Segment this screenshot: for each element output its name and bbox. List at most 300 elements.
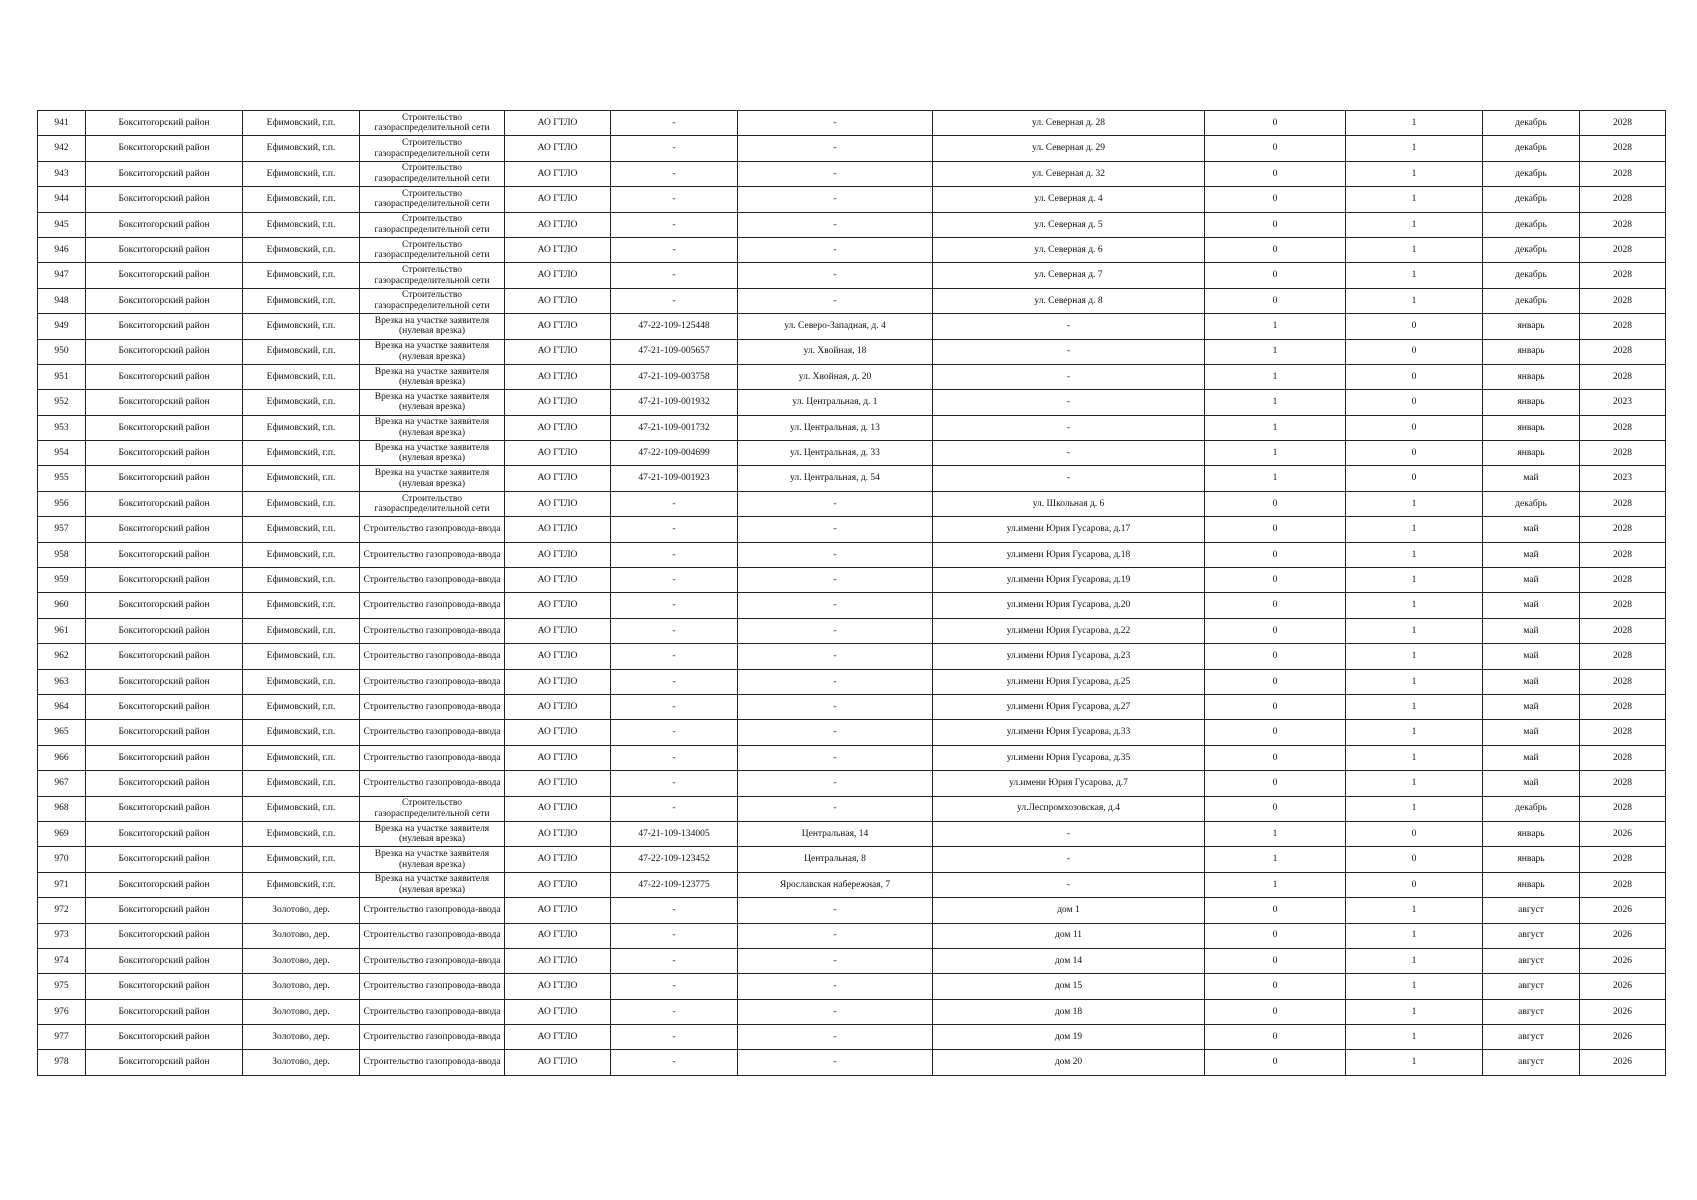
cell-year: 2028	[1580, 339, 1666, 364]
table-row	[38, 644, 1666, 669]
cell-year: 2028	[1580, 771, 1666, 796]
table-row	[38, 948, 1666, 973]
cell-applicant-address: -	[738, 1050, 933, 1075]
table-row	[38, 1025, 1666, 1050]
cell-object-address: -	[933, 364, 1205, 389]
cell-work-type: Строительство газораспределительной сети	[360, 136, 505, 161]
cell-applicant-address: -	[738, 288, 933, 313]
cell-cadastral-number: 47-22-109-123775	[611, 872, 738, 897]
cell-count-a: 0	[1205, 1025, 1346, 1050]
cell-count-a: 1	[1205, 847, 1346, 872]
cell-district: Бокситогорский район	[86, 898, 243, 923]
table-row	[38, 263, 1666, 288]
table-row	[38, 288, 1666, 313]
cell-work-type: Строительство газораспределительной сети	[360, 187, 505, 212]
cell-month: декабрь	[1483, 288, 1580, 313]
cell-year: 2028	[1580, 187, 1666, 212]
cell-district: Бокситогорский район	[86, 847, 243, 872]
cell-count-b: 0	[1346, 314, 1483, 339]
cell-applicant-address: -	[738, 491, 933, 516]
cell-organization: АО ГТЛО	[505, 974, 611, 999]
cell-row-number: 961	[38, 618, 86, 643]
cell-object-address: -	[933, 390, 1205, 415]
cell-settlement: Ефимовский, г.п.	[243, 364, 360, 389]
cell-organization: АО ГТЛО	[505, 1050, 611, 1075]
cell-count-b: 1	[1346, 669, 1483, 694]
cell-count-b: 0	[1346, 364, 1483, 389]
cell-row-number: 955	[38, 466, 86, 491]
cell-organization: АО ГТЛО	[505, 568, 611, 593]
cell-object-address: ул.имени Юрия Гусарова, д.35	[933, 745, 1205, 770]
table-row	[38, 694, 1666, 719]
cell-count-b: 1	[1346, 948, 1483, 973]
cell-work-type: Врезка на участке заявителя (нулевая врезка)	[360, 390, 505, 415]
cell-row-number: 966	[38, 745, 86, 770]
cell-count-a: 1	[1205, 314, 1346, 339]
cell-row-number: 950	[38, 339, 86, 364]
cell-settlement: Ефимовский, г.п.	[243, 466, 360, 491]
cell-settlement: Ефимовский, г.п.	[243, 491, 360, 516]
cell-cadastral-number: -	[611, 542, 738, 567]
cell-object-address: ул.имени Юрия Гусарова, д.23	[933, 644, 1205, 669]
cell-count-a: 1	[1205, 466, 1346, 491]
cell-object-address: дом 1	[933, 898, 1205, 923]
cell-district: Бокситогорский район	[86, 568, 243, 593]
cell-work-type: Врезка на участке заявителя (нулевая врезка)	[360, 441, 505, 466]
cell-applicant-address: -	[738, 923, 933, 948]
cell-year: 2026	[1580, 1050, 1666, 1075]
cell-month: август	[1483, 1050, 1580, 1075]
cell-settlement: Ефимовский, г.п.	[243, 237, 360, 262]
cell-year: 2026	[1580, 1025, 1666, 1050]
cell-object-address: ул.имени Юрия Гусарова, д.20	[933, 593, 1205, 618]
cell-settlement: Золотово, дер.	[243, 898, 360, 923]
cell-settlement: Ефимовский, г.п.	[243, 136, 360, 161]
cell-settlement: Ефимовский, г.п.	[243, 771, 360, 796]
cell-year: 2028	[1580, 136, 1666, 161]
cell-organization: АО ГТЛО	[505, 364, 611, 389]
table-row	[38, 491, 1666, 516]
cell-district: Бокситогорский район	[86, 1050, 243, 1075]
table-row	[38, 796, 1666, 821]
cell-row-number: 972	[38, 898, 86, 923]
cell-settlement: Ефимовский, г.п.	[243, 314, 360, 339]
cell-organization: АО ГТЛО	[505, 669, 611, 694]
cell-district: Бокситогорский район	[86, 644, 243, 669]
cell-applicant-address: -	[738, 568, 933, 593]
cell-month: декабрь	[1483, 187, 1580, 212]
table-row	[38, 618, 1666, 643]
cell-work-type: Строительство газораспределительной сети	[360, 111, 505, 136]
cell-object-address: -	[933, 339, 1205, 364]
cell-organization: АО ГТЛО	[505, 187, 611, 212]
cell-year: 2028	[1580, 415, 1666, 440]
cell-organization: АО ГТЛО	[505, 237, 611, 262]
cell-row-number: 949	[38, 314, 86, 339]
cell-work-type: Строительство газопровода-ввода	[360, 542, 505, 567]
cell-row-number: 948	[38, 288, 86, 313]
cell-count-a: 0	[1205, 898, 1346, 923]
cell-row-number: 978	[38, 1050, 86, 1075]
cell-row-number: 943	[38, 161, 86, 186]
cell-count-b: 1	[1346, 923, 1483, 948]
cell-year: 2028	[1580, 314, 1666, 339]
cell-applicant-address: -	[738, 618, 933, 643]
cell-work-type: Строительство газопровода-ввода	[360, 974, 505, 999]
table-row	[38, 161, 1666, 186]
cell-applicant-address: -	[738, 771, 933, 796]
cell-object-address: ул.имени Юрия Гусарова, д.27	[933, 694, 1205, 719]
cell-settlement: Ефимовский, г.п.	[243, 390, 360, 415]
cell-applicant-address: -	[738, 745, 933, 770]
cell-district: Бокситогорский район	[86, 669, 243, 694]
table-row	[38, 136, 1666, 161]
table-row	[38, 314, 1666, 339]
cell-month: январь	[1483, 821, 1580, 846]
cell-organization: АО ГТЛО	[505, 847, 611, 872]
cell-work-type: Врезка на участке заявителя (нулевая врезка)	[360, 339, 505, 364]
cell-settlement: Ефимовский, г.п.	[243, 288, 360, 313]
cell-district: Бокситогорский район	[86, 542, 243, 567]
cell-row-number: 956	[38, 491, 86, 516]
cell-organization: АО ГТЛО	[505, 517, 611, 542]
cell-count-a: 1	[1205, 872, 1346, 897]
cell-count-b: 1	[1346, 999, 1483, 1024]
cell-cadastral-number: -	[611, 212, 738, 237]
cell-organization: АО ГТЛО	[505, 644, 611, 669]
cell-month: август	[1483, 898, 1580, 923]
cell-year: 2028	[1580, 111, 1666, 136]
cell-year: 2028	[1580, 872, 1666, 897]
cell-count-b: 1	[1346, 491, 1483, 516]
cell-object-address: дом 20	[933, 1050, 1205, 1075]
table-row	[38, 111, 1666, 136]
cell-district: Бокситогорский район	[86, 314, 243, 339]
cell-work-type: Строительство газопровода-ввода	[360, 1025, 505, 1050]
cell-work-type: Строительство газопровода-ввода	[360, 593, 505, 618]
cell-count-a: 0	[1205, 593, 1346, 618]
cell-row-number: 959	[38, 568, 86, 593]
cell-object-address: ул.Леспромхозовская, д.4	[933, 796, 1205, 821]
cell-applicant-address: Центральная, 14	[738, 821, 933, 846]
cell-settlement: Ефимовский, г.п.	[243, 720, 360, 745]
table-row	[38, 669, 1666, 694]
cell-count-b: 1	[1346, 593, 1483, 618]
cell-count-a: 0	[1205, 771, 1346, 796]
cell-work-type: Строительство газопровода-ввода	[360, 644, 505, 669]
cell-count-a: 0	[1205, 288, 1346, 313]
cell-cadastral-number: 47-22-109-125448	[611, 314, 738, 339]
cell-month: январь	[1483, 364, 1580, 389]
cell-settlement: Ефимовский, г.п.	[243, 694, 360, 719]
cell-district: Бокситогорский район	[86, 872, 243, 897]
cell-organization: АО ГТЛО	[505, 390, 611, 415]
cell-row-number: 944	[38, 187, 86, 212]
cell-district: Бокситогорский район	[86, 415, 243, 440]
cell-cadastral-number: -	[611, 974, 738, 999]
cell-organization: АО ГТЛО	[505, 720, 611, 745]
cell-settlement: Ефимовский, г.п.	[243, 542, 360, 567]
cell-row-number: 965	[38, 720, 86, 745]
table-row	[38, 847, 1666, 872]
cell-organization: АО ГТЛО	[505, 872, 611, 897]
cell-row-number: 973	[38, 923, 86, 948]
cell-month: январь	[1483, 872, 1580, 897]
cell-month: декабрь	[1483, 263, 1580, 288]
cell-row-number: 942	[38, 136, 86, 161]
cell-organization: АО ГТЛО	[505, 618, 611, 643]
cell-year: 2028	[1580, 568, 1666, 593]
cell-month: май	[1483, 466, 1580, 491]
cell-object-address: ул. Северная д. 5	[933, 212, 1205, 237]
cell-settlement: Ефимовский, г.п.	[243, 644, 360, 669]
cell-organization: АО ГТЛО	[505, 339, 611, 364]
cell-object-address: -	[933, 466, 1205, 491]
cell-cadastral-number: -	[611, 593, 738, 618]
cell-organization: АО ГТЛО	[505, 948, 611, 973]
cell-organization: АО ГТЛО	[505, 314, 611, 339]
cell-organization: АО ГТЛО	[505, 694, 611, 719]
cell-cadastral-number: 47-21-109-005657	[611, 339, 738, 364]
cell-organization: АО ГТЛО	[505, 898, 611, 923]
cell-applicant-address: -	[738, 898, 933, 923]
cell-month: январь	[1483, 314, 1580, 339]
cell-year: 2026	[1580, 923, 1666, 948]
cell-work-type: Врезка на участке заявителя (нулевая врезка)	[360, 415, 505, 440]
cell-row-number: 946	[38, 237, 86, 262]
cell-applicant-address: Центральная, 8	[738, 847, 933, 872]
cell-settlement: Ефимовский, г.п.	[243, 796, 360, 821]
cell-organization: АО ГТЛО	[505, 441, 611, 466]
cell-count-a: 1	[1205, 441, 1346, 466]
cell-count-b: 1	[1346, 568, 1483, 593]
table-row	[38, 390, 1666, 415]
cell-organization: АО ГТЛО	[505, 745, 611, 770]
cell-applicant-address: -	[738, 720, 933, 745]
cell-year: 2028	[1580, 720, 1666, 745]
cell-settlement: Ефимовский, г.п.	[243, 872, 360, 897]
cell-row-number: 947	[38, 263, 86, 288]
cell-year: 2028	[1580, 593, 1666, 618]
cell-object-address: ул.имени Юрия Гусарова, д.7	[933, 771, 1205, 796]
cell-work-type: Врезка на участке заявителя (нулевая врезка)	[360, 314, 505, 339]
cell-applicant-address: -	[738, 542, 933, 567]
cell-district: Бокситогорский район	[86, 974, 243, 999]
cell-applicant-address: ул. Хвойная, д. 20	[738, 364, 933, 389]
cell-year: 2028	[1580, 212, 1666, 237]
cell-count-a: 0	[1205, 720, 1346, 745]
cell-organization: АО ГТЛО	[505, 415, 611, 440]
data-table	[37, 110, 1666, 1076]
cell-applicant-address: -	[738, 999, 933, 1024]
table-row	[38, 517, 1666, 542]
cell-year: 2028	[1580, 517, 1666, 542]
cell-month: декабрь	[1483, 161, 1580, 186]
cell-count-a: 0	[1205, 618, 1346, 643]
cell-month: май	[1483, 771, 1580, 796]
cell-month: январь	[1483, 847, 1580, 872]
cell-month: декабрь	[1483, 237, 1580, 262]
cell-district: Бокситогорский район	[86, 923, 243, 948]
cell-district: Бокситогорский район	[86, 390, 243, 415]
cell-district: Бокситогорский район	[86, 1025, 243, 1050]
cell-object-address: ул. Северная д. 4	[933, 187, 1205, 212]
cell-district: Бокситогорский район	[86, 821, 243, 846]
table-row	[38, 593, 1666, 618]
cell-district: Бокситогорский район	[86, 364, 243, 389]
cell-organization: АО ГТЛО	[505, 136, 611, 161]
cell-cadastral-number: -	[611, 1025, 738, 1050]
cell-work-type: Строительство газопровода-ввода	[360, 694, 505, 719]
cell-organization: АО ГТЛО	[505, 212, 611, 237]
cell-object-address: ул. Школьная д. 6	[933, 491, 1205, 516]
cell-count-a: 1	[1205, 821, 1346, 846]
cell-year: 2028	[1580, 263, 1666, 288]
cell-count-b: 0	[1346, 390, 1483, 415]
cell-applicant-address: ул. Центральная, д. 54	[738, 466, 933, 491]
cell-district: Бокситогорский район	[86, 593, 243, 618]
cell-cadastral-number: -	[611, 136, 738, 161]
cell-work-type: Строительство газопровода-ввода	[360, 618, 505, 643]
cell-district: Бокситогорский район	[86, 720, 243, 745]
cell-month: декабрь	[1483, 111, 1580, 136]
cell-year: 2028	[1580, 796, 1666, 821]
table-row	[38, 974, 1666, 999]
cell-district: Бокситогорский район	[86, 745, 243, 770]
cell-year: 2028	[1580, 745, 1666, 770]
table-row	[38, 212, 1666, 237]
cell-settlement: Ефимовский, г.п.	[243, 339, 360, 364]
cell-settlement: Золотово, дер.	[243, 923, 360, 948]
cell-month: май	[1483, 618, 1580, 643]
cell-object-address: -	[933, 314, 1205, 339]
cell-year: 2026	[1580, 948, 1666, 973]
cell-cadastral-number: -	[611, 669, 738, 694]
cell-organization: АО ГТЛО	[505, 796, 611, 821]
cell-applicant-address: -	[738, 161, 933, 186]
cell-settlement: Ефимовский, г.п.	[243, 441, 360, 466]
cell-applicant-address: -	[738, 948, 933, 973]
cell-count-b: 1	[1346, 517, 1483, 542]
cell-work-type: Строительство газопровода-ввода	[360, 720, 505, 745]
table-row	[38, 898, 1666, 923]
cell-count-b: 1	[1346, 974, 1483, 999]
table-row	[38, 187, 1666, 212]
cell-settlement: Золотово, дер.	[243, 1050, 360, 1075]
cell-cadastral-number: -	[611, 111, 738, 136]
cell-count-b: 1	[1346, 542, 1483, 567]
table-row	[38, 441, 1666, 466]
cell-month: январь	[1483, 390, 1580, 415]
cell-count-a: 0	[1205, 1050, 1346, 1075]
cell-cadastral-number: -	[611, 796, 738, 821]
cell-cadastral-number: -	[611, 161, 738, 186]
cell-cadastral-number: -	[611, 745, 738, 770]
cell-count-b: 1	[1346, 796, 1483, 821]
cell-object-address: ул.имени Юрия Гусарова, д.19	[933, 568, 1205, 593]
cell-applicant-address: -	[738, 111, 933, 136]
cell-month: январь	[1483, 415, 1580, 440]
cell-count-a: 0	[1205, 136, 1346, 161]
cell-object-address: -	[933, 441, 1205, 466]
table-row	[38, 923, 1666, 948]
cell-applicant-address: ул. Центральная, д. 13	[738, 415, 933, 440]
cell-cadastral-number: -	[611, 237, 738, 262]
cell-count-b: 0	[1346, 466, 1483, 491]
cell-cadastral-number: -	[611, 618, 738, 643]
cell-settlement: Ефимовский, г.п.	[243, 745, 360, 770]
cell-month: май	[1483, 517, 1580, 542]
cell-row-number: 954	[38, 441, 86, 466]
cell-count-a: 0	[1205, 999, 1346, 1024]
cell-cadastral-number: -	[611, 999, 738, 1024]
cell-cadastral-number: 47-21-109-134005	[611, 821, 738, 846]
cell-district: Бокситогорский район	[86, 111, 243, 136]
cell-row-number: 969	[38, 821, 86, 846]
cell-count-b: 1	[1346, 720, 1483, 745]
cell-count-a: 0	[1205, 212, 1346, 237]
cell-count-b: 1	[1346, 898, 1483, 923]
cell-object-address: ул. Северная д. 6	[933, 237, 1205, 262]
cell-row-number: 974	[38, 948, 86, 973]
cell-object-address: -	[933, 872, 1205, 897]
cell-year: 2026	[1580, 999, 1666, 1024]
cell-district: Бокситогорский район	[86, 466, 243, 491]
cell-object-address: дом 18	[933, 999, 1205, 1024]
cell-year: 2023	[1580, 466, 1666, 491]
cell-district: Бокситогорский район	[86, 618, 243, 643]
cell-count-b: 0	[1346, 821, 1483, 846]
cell-district: Бокситогорский район	[86, 263, 243, 288]
cell-cadastral-number: -	[611, 644, 738, 669]
cell-settlement: Ефимовский, г.п.	[243, 517, 360, 542]
cell-row-number: 968	[38, 796, 86, 821]
cell-count-b: 1	[1346, 212, 1483, 237]
table-row	[38, 568, 1666, 593]
cell-year: 2028	[1580, 161, 1666, 186]
cell-count-a: 1	[1205, 390, 1346, 415]
cell-count-a: 0	[1205, 796, 1346, 821]
cell-row-number: 945	[38, 212, 86, 237]
cell-work-type: Строительство газопровода-ввода	[360, 568, 505, 593]
cell-count-b: 0	[1346, 872, 1483, 897]
cell-count-a: 0	[1205, 644, 1346, 669]
cell-object-address: ул.имени Юрия Гусарова, д.33	[933, 720, 1205, 745]
table-row	[38, 339, 1666, 364]
cell-work-type: Строительство газораспределительной сети	[360, 288, 505, 313]
cell-applicant-address: -	[738, 187, 933, 212]
table-body	[38, 111, 1666, 1076]
cell-district: Бокситогорский район	[86, 694, 243, 719]
cell-work-type: Строительство газопровода-ввода	[360, 948, 505, 973]
cell-cadastral-number: -	[611, 898, 738, 923]
cell-cadastral-number: -	[611, 263, 738, 288]
cell-object-address: ул.имени Юрия Гусарова, д.22	[933, 618, 1205, 643]
cell-count-a: 0	[1205, 974, 1346, 999]
cell-count-b: 1	[1346, 263, 1483, 288]
table-row	[38, 999, 1666, 1024]
cell-row-number: 957	[38, 517, 86, 542]
cell-object-address: -	[933, 415, 1205, 440]
cell-applicant-address: -	[738, 593, 933, 618]
cell-settlement: Золотово, дер.	[243, 999, 360, 1024]
cell-row-number: 967	[38, 771, 86, 796]
cell-work-type: Строительство газораспределительной сети	[360, 212, 505, 237]
cell-work-type: Строительство газопровода-ввода	[360, 898, 505, 923]
cell-year: 2026	[1580, 821, 1666, 846]
cell-work-type: Строительство газопровода-ввода	[360, 999, 505, 1024]
cell-district: Бокситогорский район	[86, 161, 243, 186]
